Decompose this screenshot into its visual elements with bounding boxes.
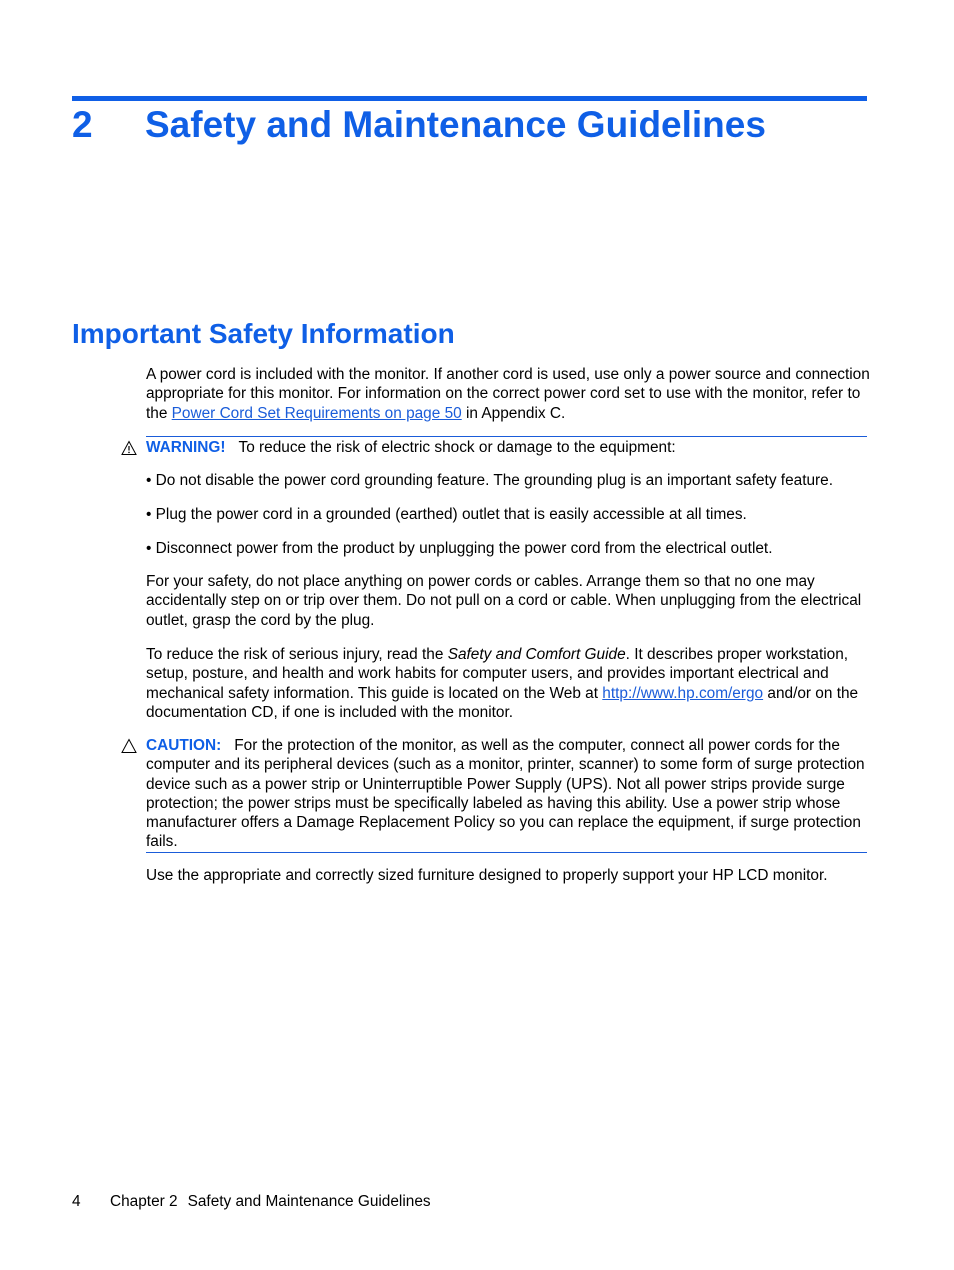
caution-bottom-rule [146,852,867,853]
warning-triangle-icon [121,440,137,456]
chapter-title: Safety and Maintenance Guidelines [145,104,766,145]
footer-chapter-label: Chapter 2 [110,1193,178,1210]
intro-paragraph [146,365,870,423]
guide-text-3: and/or on the documentation CD, if one is included with the monitor. [146,684,859,721]
caution-triangle-icon [121,738,137,754]
hp-ergo-link[interactable]: http://www.hp.com/ergo [602,684,764,702]
chapter-number: 2 [72,104,93,145]
intro-text-after: in Appendix C. [461,404,566,422]
warning-notice [146,438,870,457]
page-number: 4 [72,1193,81,1210]
warning-label: WARNING! [146,439,226,456]
guide-paragraph [146,645,870,722]
guide-text-1: To reduce the risk of serious injury, read the [146,646,448,663]
guide-text-2: . It describes proper workstation, setup, posture, and health and work habits for computer users, and provides important electrical and mechanical safety information. This guide is located on the Web at [146,646,849,702]
warning-bullet-2: • Plug the power cord in a grounded (earthed) outlet that is easily accessible at all times. [146,506,747,523]
caution-notice [146,736,870,852]
caution-text: For the protection of the monitor, as well as the computer, connect all power cords for the computer and its peripheral devices (such as a monitor, printer, scanner) to some form of surge protection device such as a power strip or Uninterruptible Power Supply (UPS). Not all power strips provide surge protection; the power strips must be specifically labeled as having this ability. Use a power strip whose manufacturer offers a Damage Replacement Policy so you can replace the equipment, if surge protection fails. [146,737,865,851]
intro-text-before: A power cord is included with the monitor. If another cord is used, use only a power source and connection appropriate for this monitor. For information on the correct power cord set to use with the monitor, refer to the [146,366,870,422]
chapter-rule [72,96,867,101]
page-footer [72,1192,431,1212]
warning-text: To reduce the risk of electric shock or damage to the equipment: [238,439,676,456]
furniture-paragraph: Use the appropriate and correctly sized furniture designed to properly support your HP LCD monitor. [146,867,828,884]
warning-bullet-1: • Do not disable the power cord grounding feature. The grounding plug is an important safety feature. [146,472,833,489]
power-cord-requirements-link[interactable]: Power Cord Set Requirements on page 50 [171,404,462,422]
warning-top-rule [146,436,867,437]
footer-chapter-title: Safety and Maintenance Guidelines [187,1193,431,1210]
guide-title: Safety and Comfort Guide [447,646,626,663]
chapter-heading [72,102,867,152]
warning-bullet-3: • Disconnect power from the product by unplugging the power cord from the electrical outlet. [146,540,773,557]
safety-paragraph: For your safety, do not place anything on power cords or cables. Arrange them so that no one may accidentally step on or trip over them. Do not pull on a cord or cable. When unplugging from the electrical outlet, grasp the cord by the plug. [146,573,862,629]
section-title: Important Safety Information [72,318,455,349]
caution-label: CAUTION: [146,737,222,754]
